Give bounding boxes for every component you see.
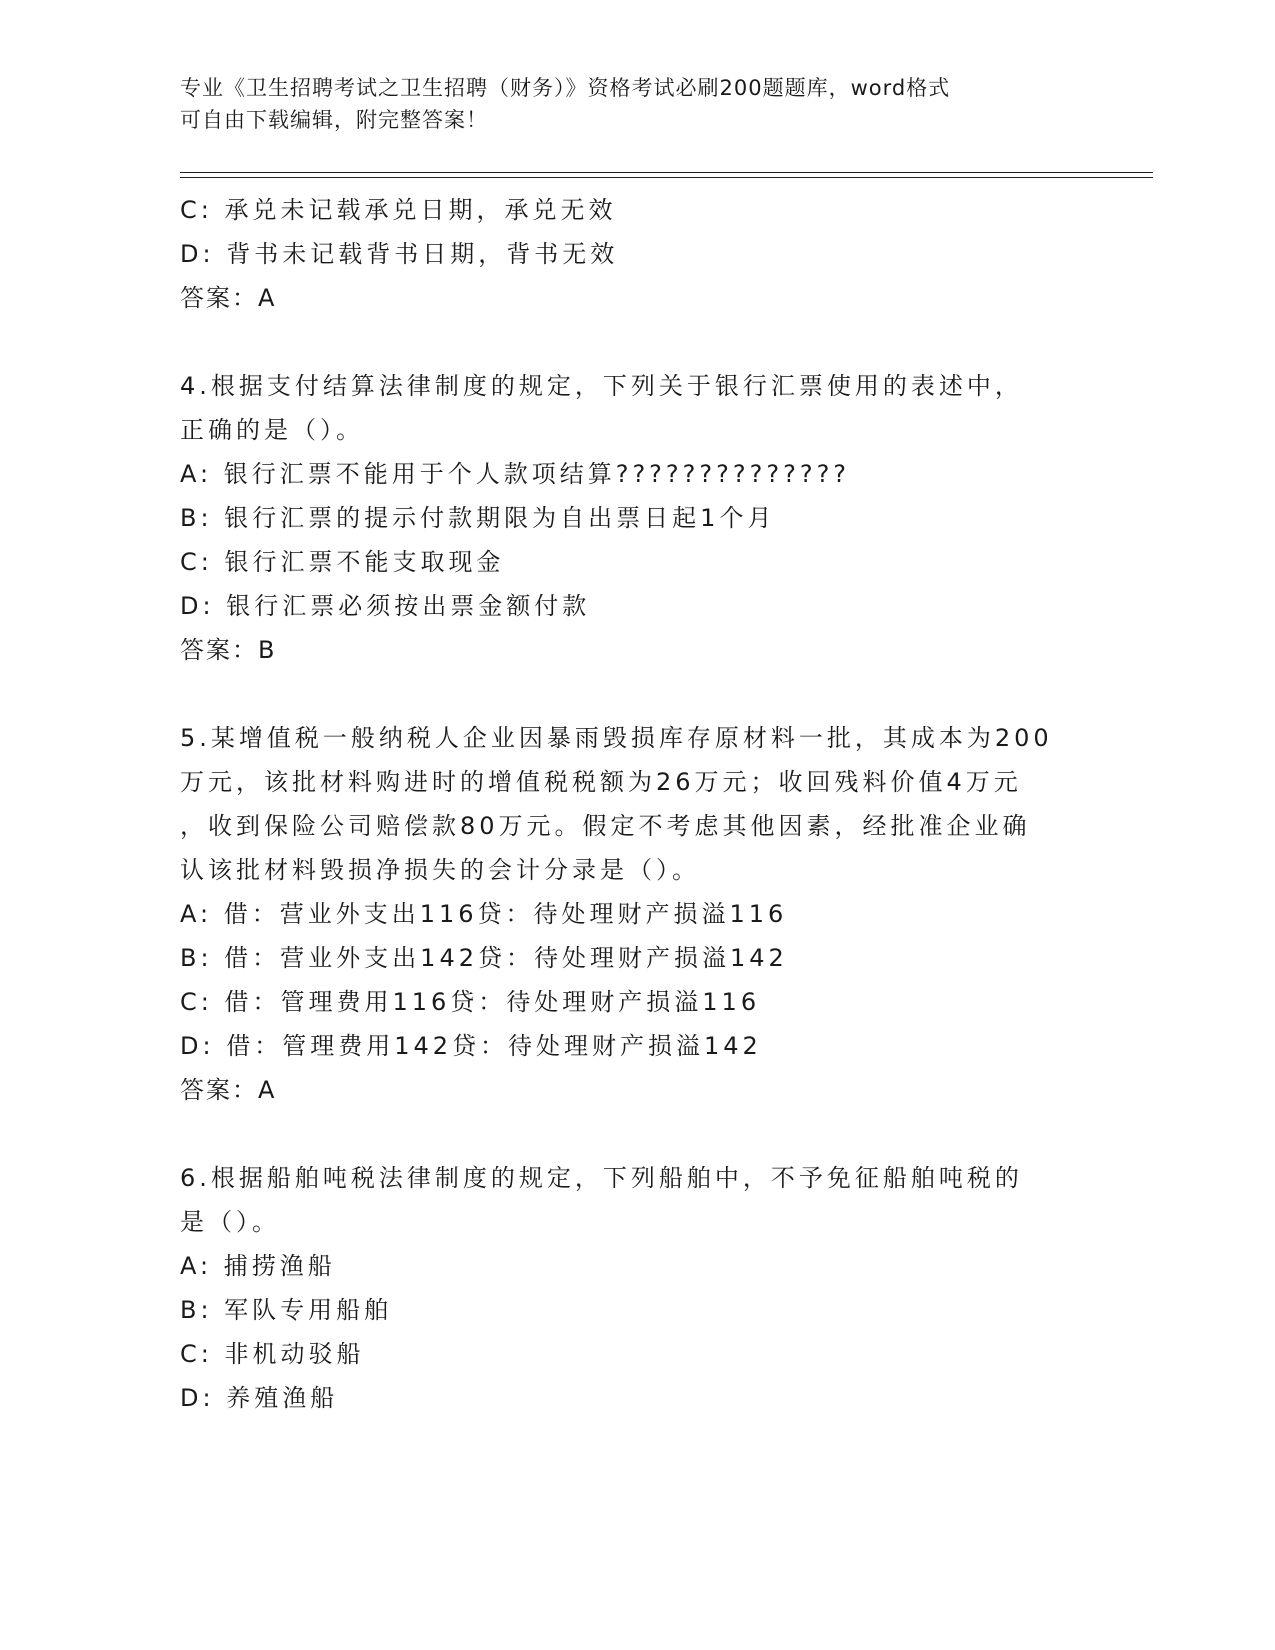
option-c: C: 借：管理费用116贷：待处理财产损溢116 [180, 988, 761, 1016]
answer-line: 答案：B [180, 636, 277, 664]
question-stem: 是（）。 [180, 1208, 280, 1236]
option-b: B: 借：营业外支出142贷：待处理财产损溢142 [180, 944, 788, 972]
question-4 [180, 364, 1080, 672]
prev-question-options [180, 188, 1080, 276]
question-stem: 6.根据船舶吨税法律制度的规定，下列船舶中，不予免征船舶吨税的 [180, 1164, 1023, 1192]
answer-line: 答案：A [180, 284, 277, 312]
question-stem: 万元，该批材料购进时的增值税税额为26万元；收回残料价值4万元 [180, 768, 1022, 796]
option-b: B: 银行汇票的提示付款期限为自出票日起1个月 [180, 504, 776, 532]
document-header [180, 72, 1100, 136]
option-a: A: 银行汇票不能用于个人款项结算?????????????? [180, 460, 851, 488]
header-line-2: 可自由下载编辑，附完整答案！ [180, 108, 488, 132]
option-d: D: 借：管理费用142贷：待处理财产损溢142 [180, 1032, 762, 1060]
option-d: D: 养殖渔船 [180, 1384, 339, 1412]
option-a: A: 捕捞渔船 [180, 1252, 336, 1280]
option-a: A: 借：营业外支出116贷：待处理财产损溢116 [180, 900, 788, 928]
option-d: D: 银行汇票必须按出票金额付款 [180, 592, 591, 620]
question-stem: 认该批材料毁损净损失的会计分录是（）。 [180, 856, 700, 884]
option-c: C: 非机动驳船 [180, 1340, 365, 1368]
question-list [180, 188, 1080, 1420]
option-b: B: 军队专用船舶 [180, 1296, 393, 1324]
header-divider-bottom [180, 177, 1153, 178]
option-d: D: 背书未记载背书日期，背书无效 [180, 240, 619, 268]
answer-line: 答案：A [180, 1076, 277, 1104]
question-stem: ，收到保险公司赔偿款80万元。假定不考虑其他因素，经批准企业确 [180, 812, 1031, 840]
option-c: C: 承兑未记载承兑日期，承兑无效 [180, 196, 617, 224]
question-stem: 正确的是（）。 [180, 416, 364, 444]
option-c: C: 银行汇票不能支取现金 [180, 548, 505, 576]
question-stem: 4.根据支付结算法律制度的规定，下列关于银行汇票使用的表述中， [180, 372, 1023, 400]
header-divider-top [180, 172, 1153, 173]
question-6 [180, 1156, 1080, 1420]
header-line-1: 专业《卫生招聘考试之卫生招聘（财务）》资格考试必刷200题题库，word格式 [180, 76, 951, 100]
question-stem: 5.某增值税一般纳税人企业因暴雨毁损库存原材料一批，其成本为200 [180, 724, 1053, 752]
question-5 [180, 716, 1080, 1112]
